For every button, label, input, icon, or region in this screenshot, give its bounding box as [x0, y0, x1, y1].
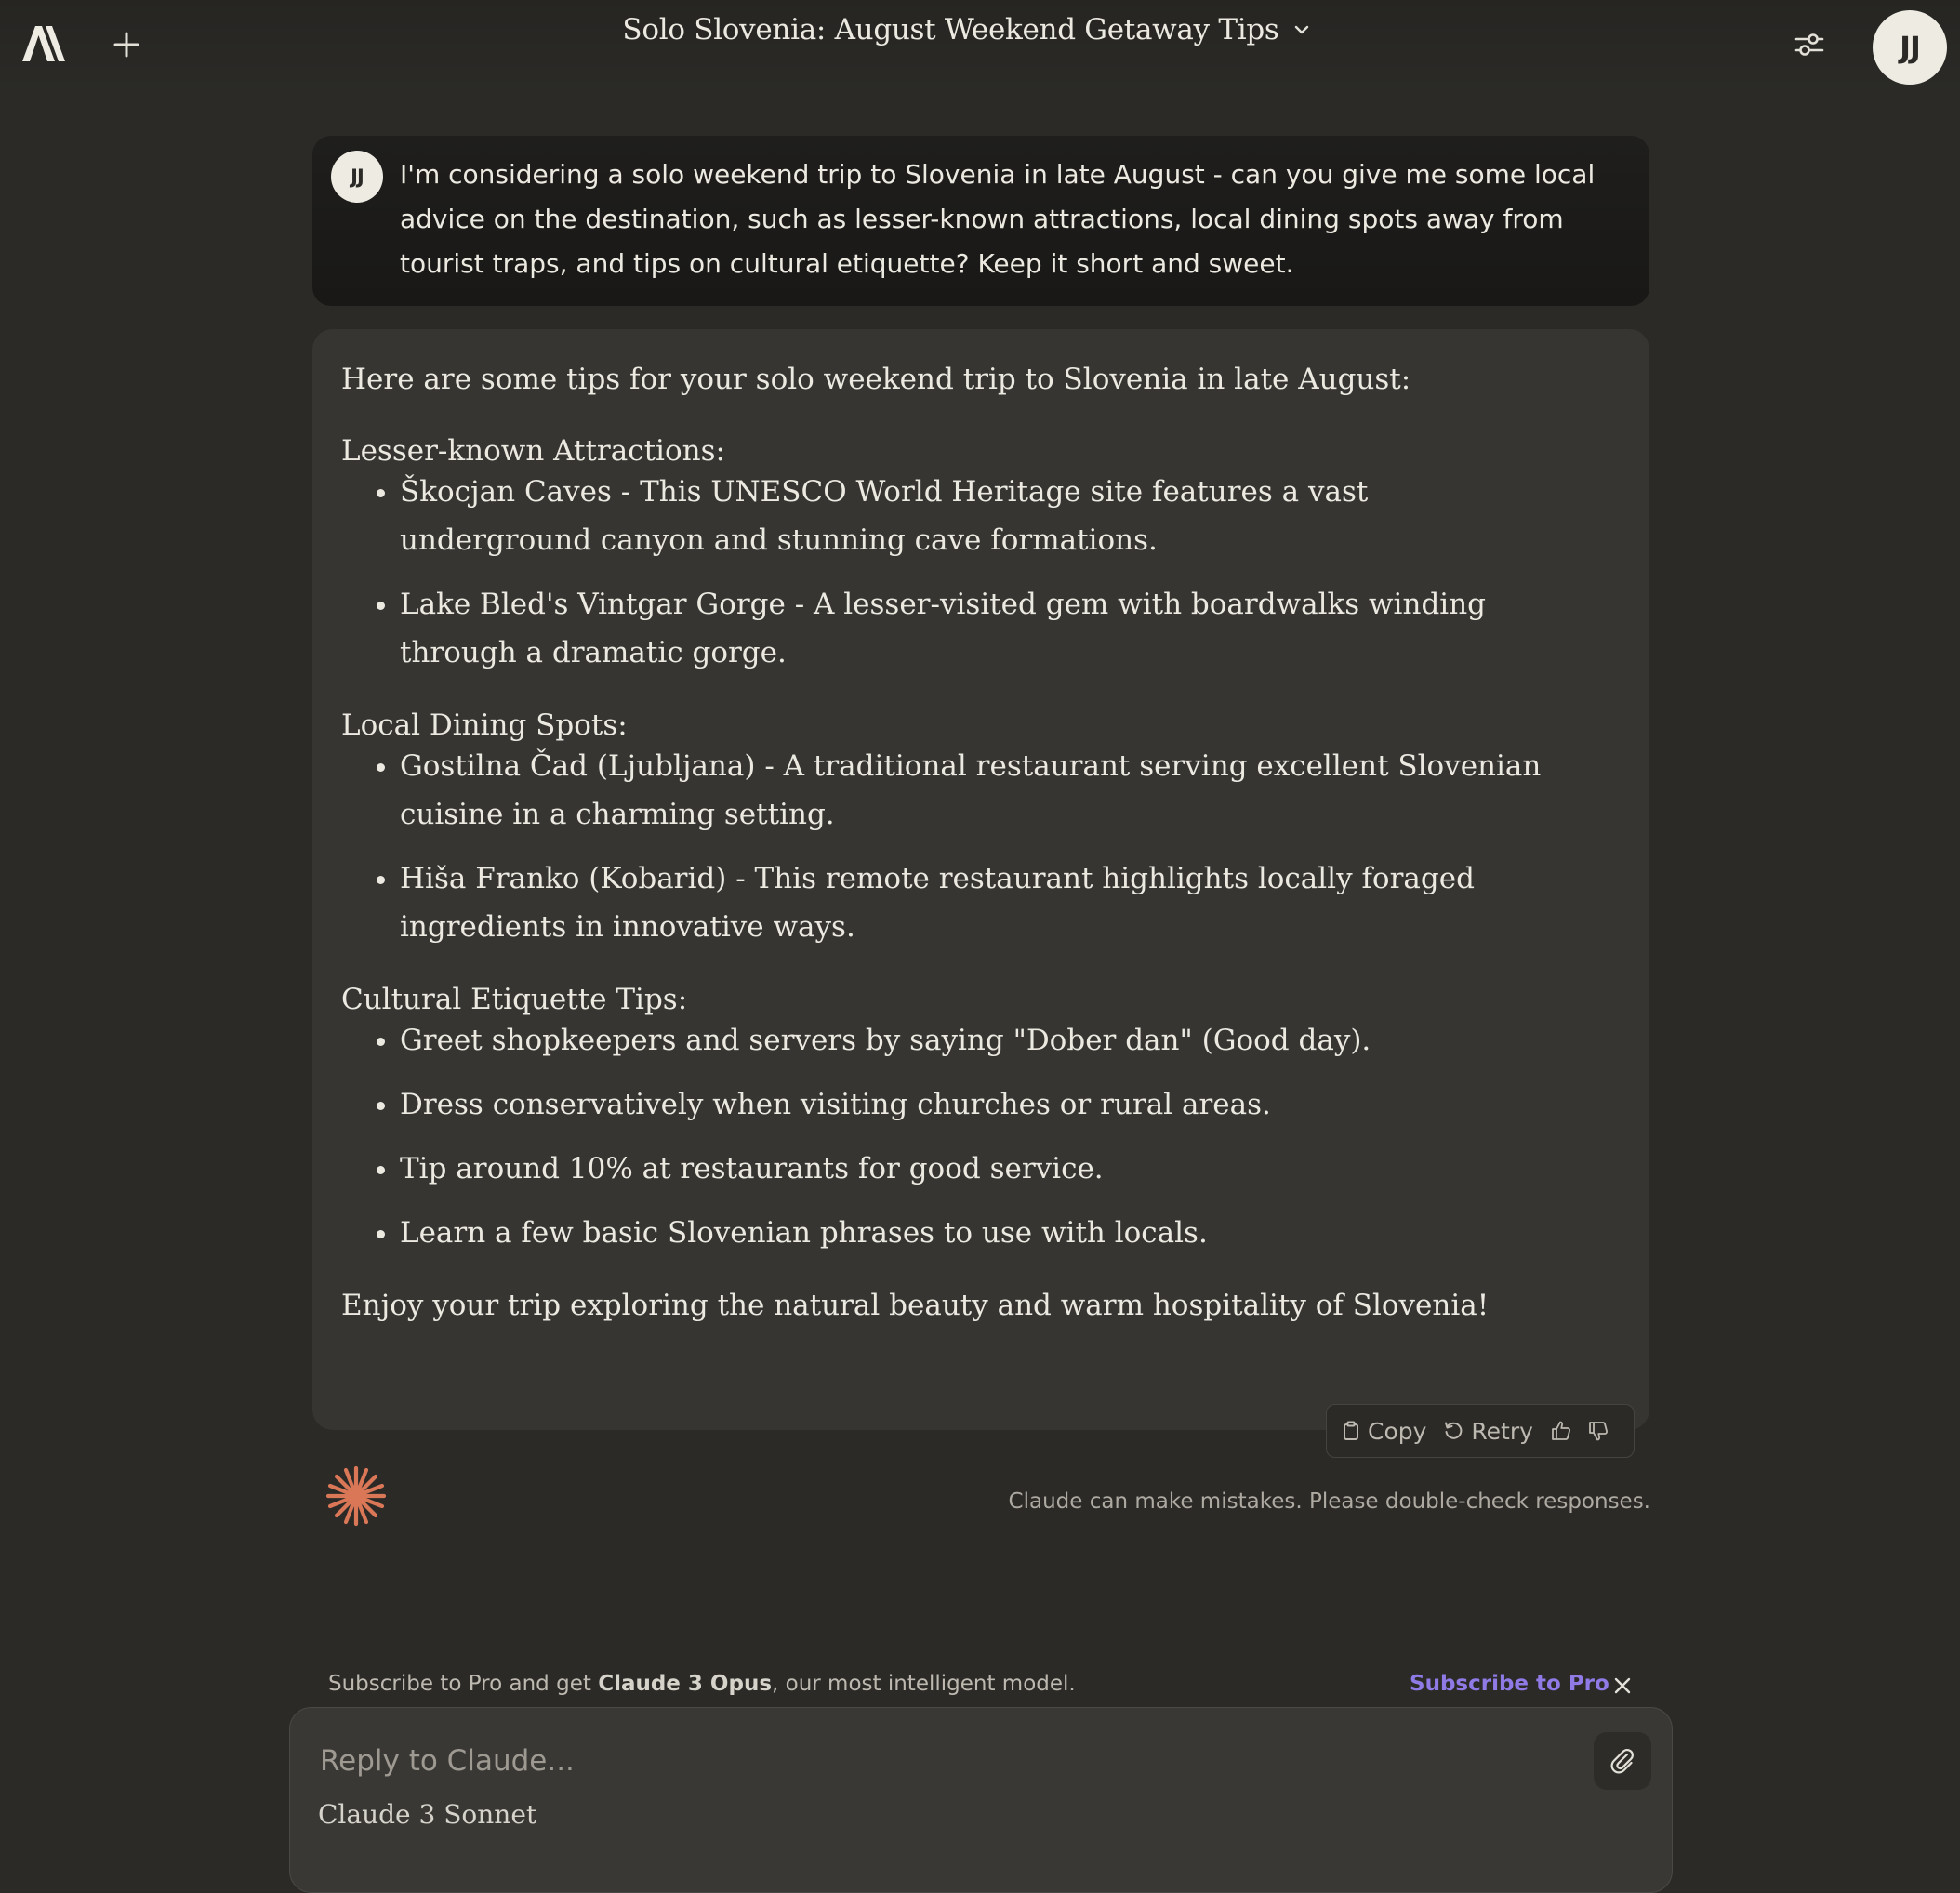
attractions-list: [341, 468, 1622, 677]
paperclip-icon: [1609, 1747, 1636, 1775]
list-item: • Dress conservatively when visiting churches or rural areas.: [400, 1080, 1622, 1129]
list-item: • Škocjan Caves - This UNESCO World Heritage site features a vast underground canyon and stunning cave formations.: [400, 468, 1622, 564]
message-actions: [1326, 1404, 1635, 1458]
section-heading-etiquette: Cultural Etiquette Tips:: [341, 983, 688, 1016]
banner-text-after: , our most intelligent model.: [772, 1672, 1076, 1696]
retry-icon: [1443, 1421, 1463, 1441]
assistant-outro: Enjoy your trip exploring the natural beauty and warm hospitality of Slovenia!: [341, 1289, 1490, 1322]
section-heading-dining: Local Dining Spots:: [341, 708, 628, 742]
list-item: • Tip around 10% at restaurants for good service.: [400, 1145, 1622, 1193]
reply-input[interactable]: [318, 1740, 1530, 1782]
list-item: • Learn a few basic Slovenian phrases to use with locals.: [400, 1209, 1622, 1257]
thumbs-down-icon: [1587, 1420, 1609, 1442]
subscribe-to-pro-link[interactable]: Subscribe to Pro: [1410, 1672, 1609, 1696]
sliders-settings-icon[interactable]: [1793, 28, 1826, 61]
user-message-text: I'm considering a solo weekend trip to Slovenia in late August - can you give me some local advice on the destination, such as lesser-known attractions, local dining spots away from tourist traps, and tips on cultural etiquette? Keep it short and sweet.: [400, 159, 1596, 279]
list-item: • Gostilna Čad (Ljubljana) - A traditional restaurant serving excellent Slovenian cuisine in a charming setting.: [400, 742, 1622, 839]
list-item: • Lake Bled's Vintgar Gorge - A lesser-visited gem with boardwalks winding through a dramatic gorge.: [400, 580, 1622, 677]
subscribe-banner: [312, 1670, 1633, 1703]
reply-composer: [289, 1707, 1673, 1893]
chevron-down-icon: [1291, 20, 1312, 40]
dining-list: [341, 742, 1622, 951]
banner-text: [328, 1672, 1076, 1696]
banner-text-before: Subscribe to Pro and get: [328, 1672, 599, 1696]
claude-spark-icon: [325, 1465, 387, 1527]
copy-label: Copy: [1368, 1417, 1427, 1445]
disclaimer-text: Claude can make mistakes. Please double-check responses.: [1008, 1489, 1650, 1514]
etiquette-list: [341, 1016, 1622, 1257]
thumbs-down-button[interactable]: [1587, 1420, 1609, 1442]
model-selector[interactable]: Claude 3 Sonnet: [318, 1799, 537, 1830]
retry-button[interactable]: [1443, 1418, 1533, 1445]
top-bar: [0, 0, 1960, 93]
list-item: • Greet shopkeepers and servers by saying "Dober dan" (Good day).: [400, 1016, 1622, 1065]
thumbs-up-button[interactable]: [1550, 1420, 1572, 1442]
copy-button[interactable]: [1342, 1418, 1426, 1445]
attach-file-button[interactable]: [1594, 1732, 1651, 1790]
chat-title: Solo Slovenia: August Weekend Getaway Tips: [622, 13, 1279, 46]
user-message-avatar: JJ: [331, 151, 383, 203]
close-icon[interactable]: [1610, 1674, 1635, 1698]
clipboard-icon: [1342, 1421, 1360, 1441]
banner-model-name: Claude 3 Opus: [598, 1672, 773, 1696]
assistant-message: [312, 329, 1649, 1430]
thumbs-up-icon: [1550, 1420, 1572, 1442]
user-avatar-menu[interactable]: JJ: [1873, 10, 1947, 85]
chat-title-dropdown[interactable]: [0, 13, 1934, 46]
user-message: [312, 136, 1649, 306]
list-item: • Hiša Franko (Kobarid) - This remote restaurant highlights locally foraged ingredients in innovative ways.: [400, 854, 1622, 951]
retry-label: Retry: [1471, 1417, 1533, 1445]
section-heading-attractions: Lesser-known Attractions:: [341, 434, 725, 468]
assistant-intro: Here are some tips for your solo weekend trip to Slovenia in late August:: [341, 363, 1411, 396]
